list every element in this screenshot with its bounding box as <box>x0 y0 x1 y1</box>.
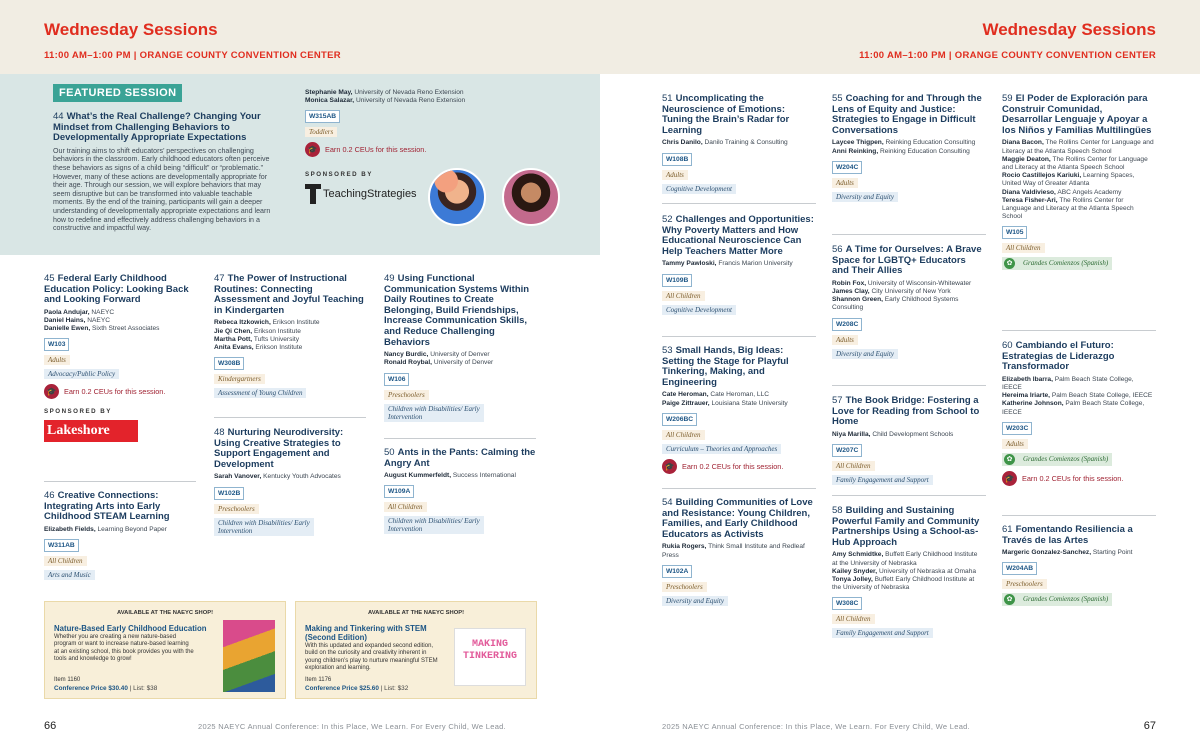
age-tag: All Children <box>1002 243 1045 253</box>
featured-session <box>53 112 279 233</box>
page-subtitle: 11:00 AM–1:00 PM | ORANGE COUNTY CONVENTION CENTER <box>44 50 341 61</box>
divider <box>662 203 816 204</box>
speaker: Margeric Gonzalez-Sanchez, Starting Point <box>1002 549 1133 557</box>
speaker: Rukia Rogers, Think Small Institute and Redleaf Press <box>662 543 805 559</box>
speaker: Diana Bacon, The Rollins Center for Language and Literacy at the Atlanta Speech School <box>1002 139 1154 155</box>
age-tag: Kindergartners <box>214 374 265 384</box>
ceu-icon: 🎓 <box>662 459 677 474</box>
room-code: W308C <box>832 597 862 610</box>
language-tag: ✿ Grandes Comienzos (Spanish) <box>1002 593 1112 606</box>
age-tag: Preschoolers <box>384 390 429 400</box>
speaker: Paola Andujar, NAEYC <box>44 308 115 316</box>
ceu-icon: 🎓 <box>44 384 59 399</box>
age-tag: Preschoolers <box>214 504 259 514</box>
session-47 <box>214 274 364 398</box>
age-tag: All Children <box>832 614 875 624</box>
room-code: W206BC <box>662 413 697 426</box>
speaker: Tonya Jolley, Buffett Early Childhood Institute at the University of Nebraska <box>832 575 975 592</box>
session-58 <box>832 506 984 638</box>
session-46 <box>44 491 194 580</box>
session-53 <box>662 346 814 474</box>
session-60 <box>1002 341 1154 486</box>
session-45 <box>44 274 194 442</box>
age-tag: All Children <box>832 461 875 471</box>
room-code: W208C <box>832 318 862 331</box>
speaker: Sarah Vanover, Kentucky Youth Advocates <box>214 473 341 481</box>
age-tag: All Children <box>662 430 705 440</box>
session-title[interactable]: 59 El Poder de Exploración para Construir Comunidad, Desarrollar Lenguaje y Apoyar a los Niños y Familias Multilingües <box>1002 93 1152 136</box>
age-tag: All Children <box>44 556 87 566</box>
session-description: Our training aims to shift educators’ perspectives on challenging behaviors in the classroom. Early childhood educators often perceive these behaviors as signs of a child being “difficult” or “problematic.” However, many of these actions are developmentally appropriate for their age. Through our session, we will explore behaviors that may seem disruptive but can be transformed into valuable teachable moments. By the end of the training, participants will gain a deeper understanding of developmentally appropriate expectations and learn how to redefine and effectively address challenging behaviors in a constructive and impactful way. <box>53 146 271 233</box>
ceu-icon: 🎓 <box>305 142 320 157</box>
session-title[interactable]: 48 Nurturing Neurodiversity: Using Creative Strategies to Support Engagement and Development <box>214 427 344 470</box>
session-title[interactable]: 51 Uncomplicating the Neuroscience of Emotions: Tuning the Brain’s Radar for Learning <box>662 93 790 136</box>
divider <box>1002 515 1156 516</box>
speaker-photo <box>502 168 560 226</box>
speaker: Teresa Fisher-Ari, The Rollins Center for Language and Literacy at the Atlanta Speech School <box>1002 196 1134 221</box>
speaker: Jie Qi Chen, Erikson Institute <box>214 327 301 335</box>
grandes-comienzos-icon: ✿ <box>1004 454 1015 465</box>
session-title[interactable]: 53 Small Hands, Big Ideas: Setting the Stage for Playful Tinkering, Making, and Engineering <box>662 345 789 388</box>
topic-tag: Children with Disabilities/ Early Intervention <box>214 518 314 536</box>
speaker: Stephanie May, University of Nevada Reno Extension <box>305 89 464 96</box>
age-tag: Adults <box>832 178 858 188</box>
session-title[interactable]: 56 A Time for Ourselves: A Brave Space for LGBTQ+ Educators and Their Allies <box>832 244 982 277</box>
page-title: Wednesday Sessions <box>982 20 1156 39</box>
speaker: Amy Schmidtke, Buffett Early Childhood Institute at the University of Nebraska <box>832 551 978 567</box>
session-title[interactable]: 47 The Power of Instructional Routines: Connecting Assessment and Joyful Teaching in Kindergarten <box>214 273 364 316</box>
divider <box>1002 330 1156 331</box>
session-title[interactable]: 58 Building and Sustaining Powerful Family and Community Partnerships Using a School-as-Hub Approach <box>832 505 980 548</box>
shop-ad-nature[interactable] <box>44 601 286 699</box>
room-code: W102B <box>214 487 244 500</box>
book-cover: MAKING TINKERING <box>454 628 526 686</box>
topic-tag: Diversity and Equity <box>832 349 898 359</box>
footer-text: 2025 NAEYC Annual Conference: In this Place, We Learn. For Every Child, We Lead. <box>662 722 971 731</box>
session-title[interactable]: 60 Cambiando el Futuro: Estrategias de Liderazgo Transformador <box>1002 340 1115 373</box>
session-title[interactable]: 46 Creative Connections: Integrating Arts into Early Childhood STEAM Learning <box>44 490 170 523</box>
session-51 <box>662 94 814 194</box>
session-title[interactable]: 50 Ants in the Pants: Calming the Angry Ant <box>384 447 536 469</box>
featured-badge: FEATURED SESSION <box>53 84 182 102</box>
topic-tag: Diversity and Equity <box>832 192 898 202</box>
room-code: W109B <box>662 274 692 287</box>
speaker-photo <box>428 168 486 226</box>
speaker: Chris Danilo, Danilo Training & Consulting <box>662 139 788 147</box>
room-code: W204C <box>832 161 862 174</box>
session-49 <box>384 274 536 422</box>
divider <box>832 495 986 496</box>
topic-tag: Curriculum – Theories and Approaches <box>662 444 781 454</box>
book-title: Making and Tinkering with STEM (Second Edition) <box>305 624 427 642</box>
age-tag: Toddlers <box>305 127 337 137</box>
speaker: Maggie Deaton, The Rollins Center for Language and Literacy at the Atlanta Speech School <box>1002 155 1148 171</box>
page-number: 66 <box>44 720 57 732</box>
divider <box>832 234 986 235</box>
session-55 <box>832 94 984 202</box>
session-56 <box>832 245 984 359</box>
room-code: W308B <box>214 357 244 370</box>
speaker: James Clay, City University of New York <box>832 287 951 295</box>
speaker: Monica Salazar, University of Nevada Reno Extension <box>305 97 466 105</box>
language-tag: ✿ Grandes Comienzos (Spanish) <box>1002 453 1112 466</box>
right-page <box>600 0 1200 752</box>
divider <box>384 438 536 439</box>
language-tag: ✿ Grandes Comienzos (Spanish) <box>1002 257 1112 270</box>
session-title[interactable]: 52 Challenges and Opportunities: Why Poverty Matters and How Educational Neuroscience Can Help Teachers Matter More <box>662 214 814 257</box>
divider <box>832 385 986 386</box>
footer-text: 2025 NAEYC Annual Conference: In this Place, We Learn. For Every Child, We Lead. <box>198 722 507 731</box>
room-code: W106 <box>384 373 409 386</box>
age-tag: All Children <box>384 502 427 512</box>
room-code: W207C <box>832 444 862 457</box>
age-tag: Preschoolers <box>1002 579 1047 589</box>
session-59 <box>1002 94 1154 270</box>
session-title[interactable]: 49 Using Functional Communication Systems Within Daily Routines to Create Belonging, Build Friendships, Increase Communication Skills, and Reduce Challenging Behaviors <box>384 273 530 348</box>
room-code: W103 <box>44 338 69 351</box>
speaker: Paige Zittrauer, Louisiana State University <box>662 399 788 407</box>
topic-tag: Children with Disabilities/ Early Intervention <box>384 516 484 534</box>
book-cover <box>223 620 275 692</box>
divider <box>44 481 196 482</box>
page-title: Wednesday Sessions <box>44 20 218 39</box>
session-title[interactable]: 57 The Book Bridge: Fostering a Love for Reading from School to Home <box>832 395 980 428</box>
session-title[interactable]: 61 Fomentando Resiliencia a Través de las Artes <box>1002 524 1133 546</box>
topic-tag: Family Engagement and Support <box>832 475 933 485</box>
speaker: Elizabeth Ibarra, Palm Beach State College, IEECE <box>1002 375 1134 391</box>
speaker: Rebeca Itzkowich, Erikson Institute <box>214 319 320 327</box>
speaker: Elizabeth Fields, Learning Beyond Paper <box>44 525 167 533</box>
header-band <box>0 0 600 74</box>
speaker: Nancy Burdic, University of Denver <box>384 351 490 359</box>
speaker: Daniel Hains, NAEYC <box>44 316 110 324</box>
speaker: Rocio Castillejos Kariuki, Learning Spaces, United Way of Greater Atlanta <box>1002 172 1135 188</box>
sponsored-label: SPONSORED BY <box>44 408 112 416</box>
speaker: Cate Heroman, Cate Heroman, LLC <box>662 391 770 399</box>
grandes-comienzos-icon: ✿ <box>1004 594 1015 605</box>
age-tag: Adults <box>44 355 70 365</box>
book-title: Nature-Based Early Childhood Education <box>54 624 207 633</box>
room-code: W102A <box>662 565 692 578</box>
speaker: Katherine Johnson, Palm Beach State College, IEECE <box>1002 400 1145 416</box>
speaker: Ronald Roybal, University of Denver <box>384 359 494 367</box>
item-number: Item 1160 <box>54 677 81 683</box>
book-description: Whether you are creating a new nature-based program or want to increase nature-based learning at an existing school, this book provides you with the tools and knowledge to grow! <box>54 634 194 662</box>
ceu-note: 🎓 Earn 0.2 CEUs for this session. <box>44 384 194 399</box>
room-code: W315AB <box>305 110 340 123</box>
speaker: Laycee Thigpen, Reinking Education Consulting <box>832 139 976 147</box>
session-54 <box>662 498 814 606</box>
topic-tag: Family Engagement and Support <box>832 628 933 638</box>
speaker: August Kummerfeldt, Success International <box>384 472 516 480</box>
age-tag: All Children <box>662 291 705 301</box>
speaker: Robin Fox, University of Wisconsin-Whitewater <box>832 279 972 287</box>
session-title[interactable]: 45 Federal Early Childhood Education Policy: Looking Back and Looking Forward <box>44 273 189 306</box>
speaker: Shannon Green, Early Childhood Systems Consulting <box>832 296 959 312</box>
ceu-note: 🎓 Earn 0.2 CEUs for this session. <box>305 142 495 157</box>
speaker: Martha Pott, Tufts University <box>214 335 300 343</box>
topic-tag: Assessment of Young Children <box>214 388 306 398</box>
divider <box>662 336 816 337</box>
age-tag: Preschoolers <box>662 582 707 592</box>
price: Conference Price $30.40 | List: $38 <box>54 685 158 692</box>
book-description: With this updated and expanded second edition, build on the curiosity and creativity inherent in young children’s play to nurture meaningful STEM exploration and learning. <box>305 643 438 671</box>
speaker: Niya Marilla, Child Development Schools <box>832 430 954 438</box>
topic-tag: Cognitive Development <box>662 184 736 194</box>
session-48 <box>214 428 364 536</box>
shop-label: AVAILABLE AT THE NAEYC SHOP! <box>116 610 214 616</box>
topic-tag: Arts and Music <box>44 570 95 580</box>
session-57 <box>832 396 984 485</box>
session-52 <box>662 215 814 315</box>
speaker: Tammy Pawloski, Francis Marion University <box>662 260 793 268</box>
age-tag: Adults <box>832 335 858 345</box>
room-code: W109A <box>384 485 414 498</box>
divider <box>214 417 366 418</box>
shop-label: AVAILABLE AT THE NAEYC SHOP! <box>367 610 465 616</box>
speaker: Kailey Snyder, University of Nebraska at Omaha <box>832 567 977 575</box>
speaker: Anita Evans, Erikson Institute <box>214 343 303 351</box>
session-61 <box>1002 525 1154 606</box>
room-code: W204AB <box>1002 562 1037 575</box>
session-50 <box>384 448 536 534</box>
page-number: 67 <box>1143 720 1156 732</box>
ceu-icon: 🎓 <box>1002 471 1017 486</box>
speaker: Anni Reinking, Reinking Education Consulting <box>832 147 970 155</box>
room-code: W105 <box>1002 226 1027 239</box>
ceu-note: 🎓 Earn 0.2 CEUs for this session. <box>1002 471 1154 486</box>
age-tag: Adults <box>1002 439 1028 449</box>
session-title[interactable]: 44 What’s the Real Challenge? Changing Your Mindset from Challenging Behaviors to Developmentally Appropriate Expectations <box>53 111 261 144</box>
price: Conference Price $25.60 | List: $32 <box>305 685 409 692</box>
topic-tag: Advocacy/Public Policy <box>44 369 119 379</box>
teachingstrategies-logo: TeachingStrategies <box>305 184 495 204</box>
shop-ad-tinkering[interactable] <box>295 601 537 699</box>
ceu-note: 🎓 Earn 0.2 CEUs for this session. <box>662 459 814 474</box>
topic-tag: Children with Disabilities/ Early Intervention <box>384 404 484 422</box>
speaker: Diana Valdivieso, ABC Angels Academy <box>1002 188 1122 196</box>
speaker: Hereima Iriarte, Palm Beach State College, IEECE <box>1002 392 1153 400</box>
grandes-comienzos-icon: ✿ <box>1004 258 1015 269</box>
topic-tag: Diversity and Equity <box>662 596 728 606</box>
room-code: W203C <box>1002 422 1032 435</box>
lakeshore-logo: Lakeshore <box>44 420 138 442</box>
divider <box>662 488 816 489</box>
header-band <box>600 0 1200 74</box>
age-tag: Adults <box>662 170 688 180</box>
room-code: W108B <box>662 153 692 166</box>
sponsored-label: SPONSORED BY <box>305 171 373 179</box>
room-code: W311AB <box>44 539 79 552</box>
item-number: Item 1176 <box>305 677 332 683</box>
speaker: Danielle Ewen, Sixth Street Associates <box>44 325 160 333</box>
page-subtitle: 11:00 AM–1:00 PM | ORANGE COUNTY CONVENTION CENTER <box>859 50 1156 61</box>
session-title[interactable]: 55 Coaching for and Through the Lens of Equity and Justice: Strategies to Engage in Difficult Conversations <box>832 93 982 136</box>
session-title[interactable]: 54 Building Communities of Love and Resistance: Young Children, Families, and Early Childhood Educators as Activists <box>662 497 813 540</box>
topic-tag: Cognitive Development <box>662 305 736 315</box>
